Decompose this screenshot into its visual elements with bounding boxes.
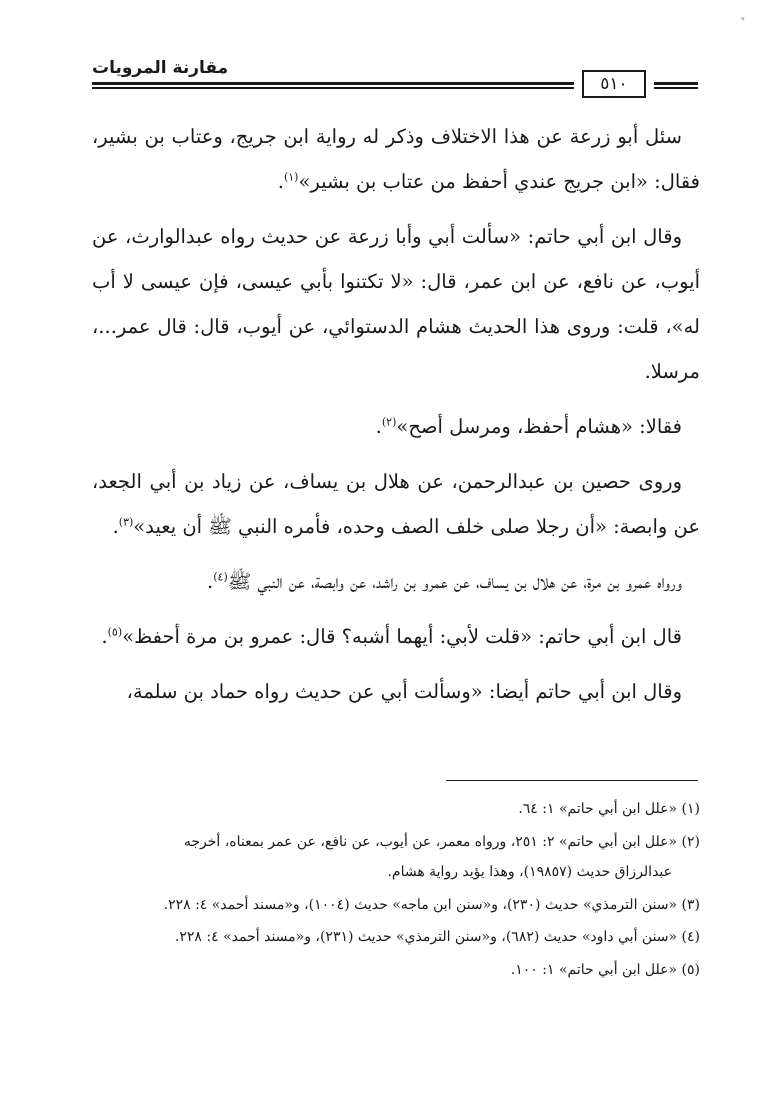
paragraph-text: وقال ابن أبي حاتم: «سألت أبي وأبا زرعة عن حديث رواه عبدالوارث، عن أيوب، عن نافع، عن ابن عمر، قال: «لا تكتنوا بأبي عيسى، فإن عيسى لا أب له»، قلت: وروى هذا الحديث هشام الدستوائي، عن أيوب، قال: قال عمر...، مرسلا. (92, 225, 700, 383)
header-rule-right (654, 82, 698, 89)
footnote-2 (92, 827, 700, 888)
paragraph-text: وقال ابن أبي حاتم أيضا: «وسألت أبي عن حديث رواه حماد بن سلمة، (126, 680, 682, 703)
page-number: ٥١٠ (582, 70, 646, 98)
paragraph-text: سئل أبو زرعة عن هذا الاختلاف وذكر له رواية ابن جريج، وعتاب بن بشير، فقال: «ابن جريج عندي أحفظ من عتاب بن بشير» (92, 125, 700, 193)
footnote-1: (١) «علل ابن أبي حاتم» ١: ٦٤. (518, 801, 700, 817)
paragraph-text: فقالا: «هشام أحفظ، ومرسل أصح» (396, 415, 682, 438)
paragraph: فقالا: «هشام أحفظ، ومرسل أصح»$^{(٢)}$. (375, 415, 682, 438)
main-text (92, 114, 700, 724)
footnote-2-line-1: (٢) «علل ابن أبي حاتم» ٢: ٢٥١، ورواه معمر، عن أيوب، عن نافع، عن عمر بمعناه، أخرجه (183, 833, 700, 850)
paragraph-text: قال ابن أبي حاتم: «قلت لأبي: أيهما أشبه؟ قال: عمرو بن مرة أحفظ» (122, 625, 682, 648)
paragraph (92, 214, 700, 394)
corner-mark: ᵥ (740, 12, 745, 23)
footnote-5: (٥) «علل ابن أبي حاتم» ١: ١٠٠. (510, 961, 700, 978)
paragraph: سئل أبو زرعة عن هذا الاختلاف وذكر له رواية ابن جريج، وعتاب بن بشير، فقال: «ابن جريج عندي أحفظ من عتاب بن بشير»$^{(١)}$. (92, 125, 700, 193)
paragraph-text: ورواه عمرو بن مرة، عن هلال بن يساف، عن عمرو بن راشد، عن وابصة، عن النبي ﷺ (227, 570, 682, 593)
paragraph: وروى حصين بن عبدالرحمن، عن هلال بن يساف، عن زياد بن أبي الجعد، عن وابصة: «أن رجلا صلى خلف الصف وحده، فأمره النبي ﷺ أن يعيد»$^{(٣)}$. (92, 470, 700, 538)
running-title: مقارنة المرويات (92, 58, 229, 78)
footnote-separator (446, 780, 698, 781)
paragraph: قال ابن أبي حاتم: «قلت لأبي: أيهما أشبه؟ قال: عمرو بن مرة أحفظ»$^{(٥)}$. (101, 625, 682, 648)
footnote-3: (٣) «سنن الترمذي» حديث (٢٣٠)، و«سنن ابن ماجه» حديث (١٠٠٤)، و«مسند أحمد» ٤: ٢٢٨. (163, 896, 700, 913)
paragraph-text: وروى حصين بن عبدالرحمن، عن هلال بن يساف، عن زياد بن أبي الجعد، عن وابصة: «أن رجلا صلى خلف الصف وحده، فأمره النبي ﷺ أن يعيد» (92, 470, 700, 538)
footnote-ref: (٤) (213, 570, 228, 584)
footnote-ref: (٢) (381, 415, 397, 429)
page-header (92, 52, 698, 100)
header-rule-left (92, 82, 574, 89)
footnote-ref: (٥) (107, 625, 123, 639)
footnotes (92, 794, 700, 987)
footnote-ref: (١) (283, 170, 299, 184)
paragraph: ورواه عمرو بن مرة، عن هلال بن يساف، عن عمرو بن راشد، عن وابصة، عن النبي ﷺ$^{(٤)}$. (207, 570, 682, 593)
footnote-ref: (٣) (118, 515, 134, 529)
footnote-2-line-2: عبدالرزاق حديث (١٩٨٥٧)، وهذا يؤيد رواية هشام. (387, 864, 672, 880)
paragraph (92, 669, 700, 714)
footnote-4: (٤) «سنن أبي داود» حديث (٦٨٢)، و«سنن الترمذي» حديث (٢٣١)، و«مسند أحمد» ٤: ٢٢٨. (174, 929, 700, 945)
